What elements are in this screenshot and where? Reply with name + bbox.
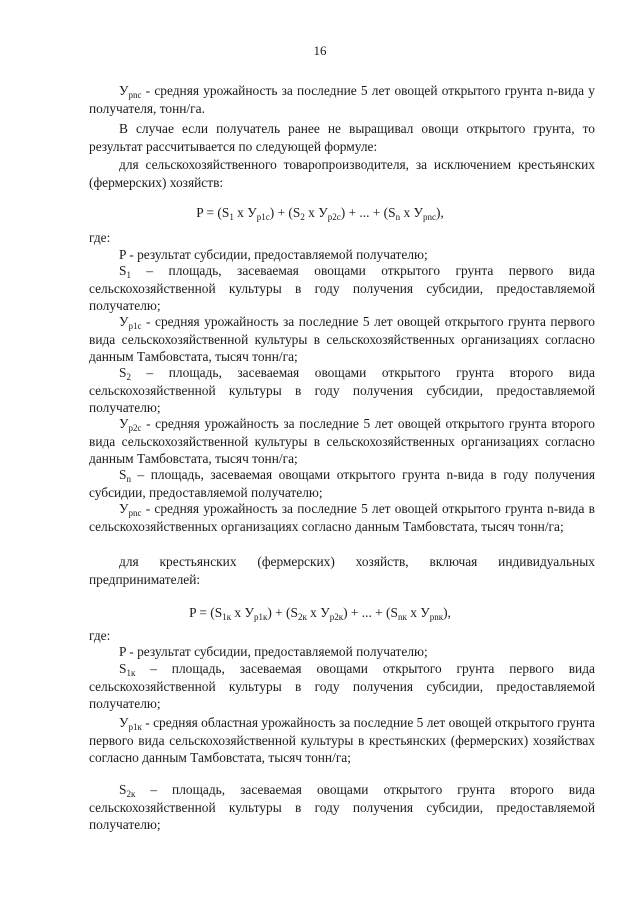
paragraph: $S_{2к}$ – площадь, засеваемая овощами открытого грунта второго вида сельскохозяйственной культуры в году получения субсидии, предоставляемой получателю; <box>89 782 595 832</box>
paragraph: для сельскохозяйственного товаропроизводителя, за исключением крестьянских (фермерских) хозяйств: <box>89 157 595 190</box>
paragraph: для крестьянских (фермерских) хозяйств, включая индивидуальных предпринимателей: <box>89 554 595 587</box>
paragraph: $S_1$ – площадь, засеваемая овощами открытого грунта первого вида сельскохозяйственной культуры в году получения субсидии, предоставляемой получателю; <box>89 263 595 313</box>
paragraph: $S_{1к}$ – площадь, засеваемая овощами открытого грунта первого вида сельскохозяйственной культуры в году получения субсидии, предоставляемой получателю; <box>89 661 595 711</box>
paragraph: $У_{p1c}$ - средняя урожайность за последние 5 лет овощей открытого грунта первого вида сельскохозяйственной культуры в сельскохозяйственных организациях согласно данным Тамбовстата, тысяч тонн/га; <box>89 314 595 364</box>
paragraph: $S_2$ – площадь, засеваемая овощами открытого грунта второго вида сельскохозяйственной культуры в году получения субсидии, предоставляемой получателю; <box>89 365 595 415</box>
page-number: 16 <box>313 43 327 58</box>
paragraph: $S_n$ – площадь, засеваемая овощами открытого грунта n-вида в году получения субсидии, предоставляемой получателю; <box>89 467 595 500</box>
paragraph: $У_{p1к}$ - средняя областная урожайность за последние 5 лет овощей открытого грунта первого вида сельскохозяйственной культуры в крестьянских (фермерских) хозяйствах согласно данным Тамбовстата, тысяч тонн/га; <box>89 715 595 765</box>
paragraph: $У_{pnc}$ - средняя урожайность за последние 5 лет овощей открытого грунта n-вида в сельскохозяйственных организациях согласно данным Тамбовстата, тысяч тонн/га; <box>89 501 595 534</box>
paragraph: P - результат субсидии, предоставляемой получателю; <box>119 644 428 659</box>
paragraph: где: <box>89 230 111 245</box>
paragraph: В случае если получатель ранее не выращивал овощи открытого грунта, то результат рассчитывается по следующей формуле: <box>89 121 595 154</box>
formula-agricultural: $P = (S_1$ x $У_{p1c}) + (S_2$ x $У_{p2c}$) + ... + ($S_n$ x $У_{pnc}$), <box>196 205 444 222</box>
paragraph: где: <box>89 628 111 643</box>
paragraph: $У_{pnc}$ - средняя урожайность за последние 5 лет овощей открытого грунта n-вида у получателя, тонн/га. <box>89 83 595 116</box>
paragraph: P - результат субсидии, предоставляемой получателю; <box>119 247 428 262</box>
paragraph: $У_{p2c}$ - средняя урожайность за последние 5 лет овощей открытого грунта второго вида сельскохозяйственной культуры в сельскохозяйственных организациях согласно данным Тамбовстата, тысяч тонн/га; <box>89 416 595 466</box>
formula-farms: $P = (S_{1к}$ x $У_{p1к}) + (S_{2к}$ x $У_{p2к}$) + ... + ($S_{nк}$ x $У_{pnк}$), <box>189 605 451 622</box>
